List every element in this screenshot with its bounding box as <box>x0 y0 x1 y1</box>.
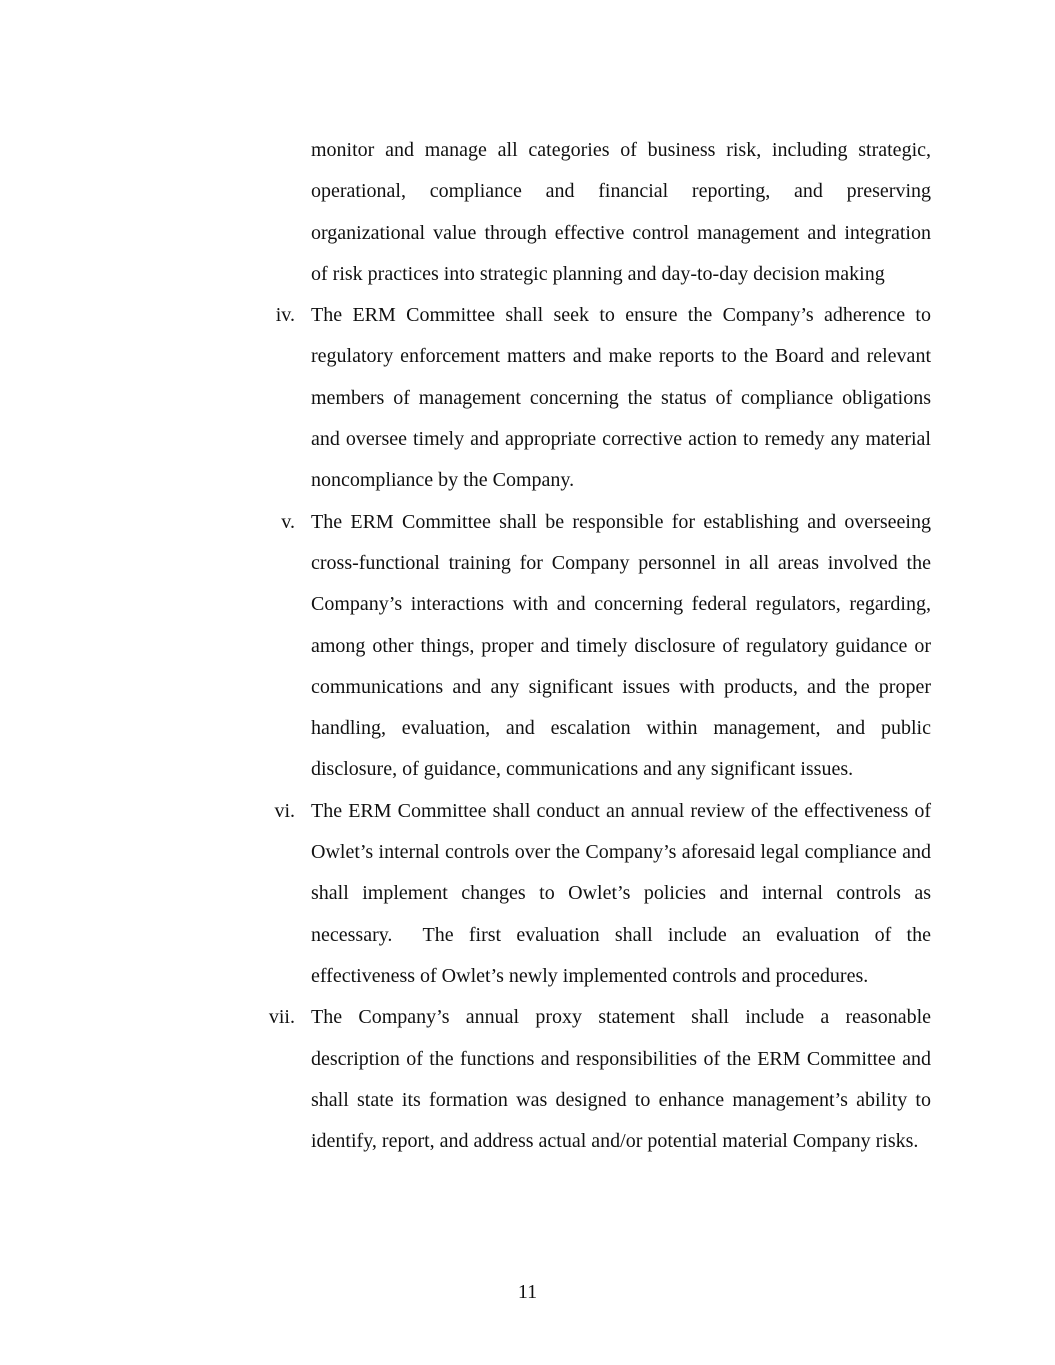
list-item-vi <box>274 791 936 997</box>
list-item-vii <box>268 997 931 1162</box>
continuation-paragraph: monitor and manage all categories of business risk, including strategic, operational, compliance and financial reporting, and preserving organizational value through effective control management and integration of risk practices into strategic planning and day-to-day decision making <box>311 139 931 285</box>
list-numeral: vii. <box>268 1006 295 1029</box>
list-numeral: iv. <box>275 304 295 327</box>
list-item-v <box>281 502 931 791</box>
list-item-iv <box>275 295 931 501</box>
list-numeral: v. <box>281 510 295 533</box>
list-item-text: The ERM Committee shall conduct an annual review of the effectiveness of Owlet’s internal controls over the Company’s aforesaid legal compliance and shall implement changes to Owlet’s policies and internal controls as necessary. The first evaluation shall include an evaluation of the effectiveness of Owlet’s newly implemented controls and procedures. <box>311 799 936 987</box>
page-number: 11 <box>517 1281 538 1303</box>
body-text <box>268 130 936 1162</box>
list-item-text: The ERM Committee shall be responsible for establishing and overseeing cross-functional training for Company personnel in all areas involved the Company’s interactions with and concerning federal regulators, regarding, among other things, proper and timely disclosure of regulatory guidance or communications and any significant issues with products, and the proper handling, evaluation, and escalation within management, and public disclosure, of guidance, communications and any significant issues. <box>311 510 931 781</box>
list-item-text: The ERM Committee shall seek to ensure the Company’s adherence to regulatory enforcement matters and make reports to the Board and relevant members of management concerning the status of compliance obligations and oversee timely and appropriate corrective action to remedy any material noncompliance by the Company. <box>311 304 931 492</box>
list-numeral: vi. <box>274 799 295 822</box>
list-item-text: The Company’s annual proxy statement shall include a reasonable description of the functions and responsibilities of the ERM Committee and shall state its formation was designed to enhance management’s ability to identify, report, and address actual and/or potential material Company risks. <box>311 1006 931 1153</box>
